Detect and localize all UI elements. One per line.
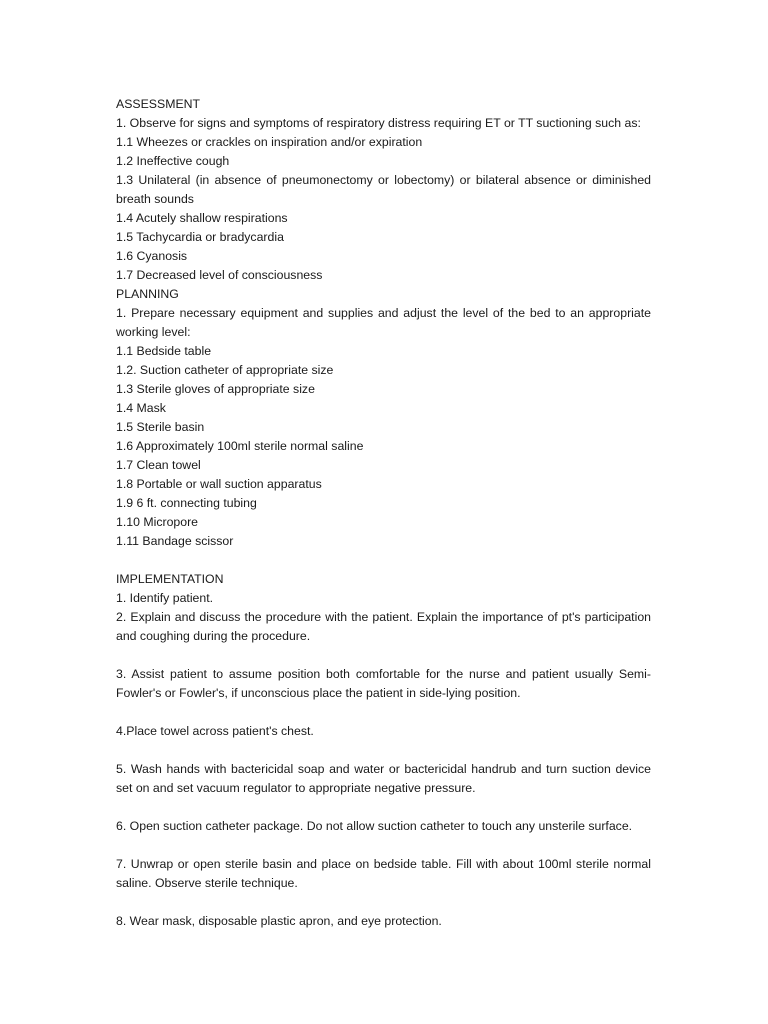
implementation-step: 6. Open suction catheter package. Do not allow suction catheter to touch any unsterile surface.: [116, 819, 633, 833]
implementation-step: 5. Wash hands with bactericidal soap and water or bactericidal handrub and turn suction device set on and set vacuum regulator to appropriate negative pressure.: [116, 762, 651, 795]
implementation-step: 8. Wear mask, disposable plastic apron, and eye protection.: [116, 914, 442, 928]
blank-line: [116, 741, 651, 760]
planning-intro: 1. Prepare necessary equipment and supplies and adjust the level of the bed to an appropriate working level:: [116, 306, 651, 339]
list-item: 1.8 Portable or wall suction apparatus: [116, 477, 322, 491]
list-item: 1.6 Approximately 100ml sterile normal saline: [116, 439, 364, 453]
blank-line: [116, 703, 651, 722]
implementation-step: 1. Identify patient.: [116, 591, 214, 605]
list-item: 1.10 Micropore: [116, 515, 199, 529]
list-item: 1.3 Unilateral (in absence of pneumonectomy or lobectomy) or bilateral absence or diminished breath sounds: [116, 173, 651, 206]
implementation-step: 3. Assist patient to assume position both comfortable for the nurse and patient usually Semi-Fowler's or Fowler's, if unconscious place the patient in side-lying position.: [116, 667, 651, 700]
list-item: 1.2 Ineffective cough: [116, 154, 230, 168]
blank-line: [116, 836, 651, 855]
list-item: 1.7 Clean towel: [116, 458, 201, 472]
list-item: 1.7 Decreased level of consciousness: [116, 268, 323, 282]
implementation-step: 4.Place towel across patient's chest.: [116, 724, 314, 738]
list-item: 1.5 Tachycardia or bradycardia: [116, 230, 284, 244]
list-item: 1.9 6 ft. connecting tubing: [116, 496, 257, 510]
list-item: 1.2. Suction catheter of appropriate size: [116, 363, 334, 377]
list-item: 1.3 Sterile gloves of appropriate size: [116, 382, 315, 396]
implementation-step: 7. Unwrap or open sterile basin and place on bedside table. Fill with about 100ml sterile normal saline. Observe sterile technique.: [116, 857, 651, 890]
planning-heading: PLANNING: [116, 287, 179, 301]
list-item: 1.1 Wheezes or crackles on inspiration and/or expiration: [116, 135, 423, 149]
document-page: [116, 95, 651, 931]
implementation-heading: IMPLEMENTATION: [116, 572, 224, 586]
blank-line: [116, 893, 651, 912]
list-item: 1.4 Acutely shallow respirations: [116, 211, 288, 225]
list-item: 1.1 Bedside table: [116, 344, 212, 358]
assessment-intro: 1. Observe for signs and symptoms of respiratory distress requiring ET or TT suctioning such as:: [116, 116, 641, 130]
implementation-step: 2. Explain and discuss the procedure with the patient. Explain the importance of pt's participation and coughing during the procedure.: [116, 610, 651, 643]
assessment-heading: ASSESSMENT: [116, 97, 201, 111]
blank-line: [116, 551, 651, 570]
list-item: 1.5 Sterile basin: [116, 420, 205, 434]
blank-line: [116, 646, 651, 665]
blank-line: [116, 798, 651, 817]
list-item: 1.6 Cyanosis: [116, 249, 188, 263]
list-item: 1.4 Mask: [116, 401, 166, 415]
list-item: 1.11 Bandage scissor: [116, 534, 234, 548]
